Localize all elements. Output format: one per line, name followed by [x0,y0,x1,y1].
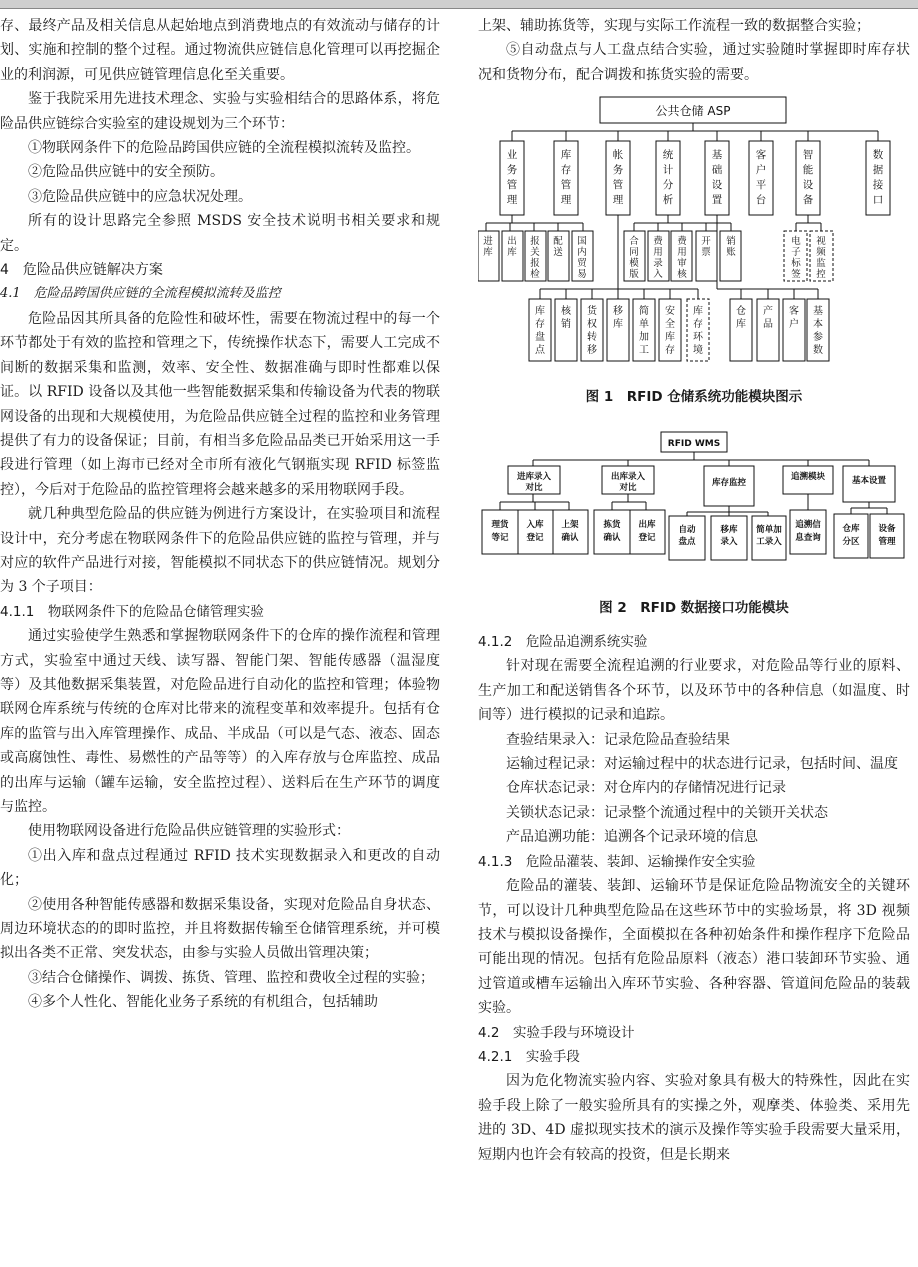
fig1-inv-label: 移库 [613,306,623,331]
fig2-out-label: 出库登记 [638,519,656,543]
fig1-inv-label: 安全库存 [665,306,675,357]
fig1-acct-label: 销账 [726,236,736,259]
list-item: ③结合仓储操作、调拨、拣货、管理、监控和费收全过程的实验； [28,969,434,986]
fig1-acct-label: 开票 [701,236,711,259]
fig1-biz-label: 国内贸易 [577,236,587,281]
fig1-base-label: 产品 [763,306,773,331]
list-item: 产品追溯功能：追溯各个记录环境的信息 [506,829,758,846]
right-column [478,14,910,1167]
fig2-group-label: 出库录入对比 [610,471,646,493]
list-item: 关锁状态记录：记录整个流通过程中的关锁开关状态 [506,804,828,821]
figure-2-caption: 图 2 RFID 数据接口功能模块 [599,599,789,616]
fig1-inv-label: 货权转移 [587,306,597,357]
subsection-heading: 4.1 危险品跨国供应链的全流程模拟流转及监控 [0,286,281,302]
fig2-stock-label: 自动盘点 [678,524,696,547]
fig1-module-label: 库存管理 [560,149,572,207]
fig2-stock-label: 移库录入 [720,524,738,547]
fig1-biz-label: 进库 [483,236,493,259]
subsubsection-heading: 4.2.1 实验手段 [478,1048,580,1065]
list-item: ④多个人性化、智能化业务子系统的有机组合，包括辅助 [28,994,378,1011]
fig2-group-label: 库存监控 [711,477,747,488]
paragraph: 就几种典型危险品的供应链为例进行方案设计，在实验项目和流程设计中，充分考虑在物联网条件下的危险品供应链的监控与管理，并与对应的软件产品进行对接，智能模拟不同状态下的供应链情况。规划分为 3 个子项目： [0,506,440,596]
list-item: 运输过程记录：对运输过程中的状态进行记录，包括时间、温度 [506,756,898,773]
subsubsection-heading: 4.1.3 危险品灌装、装卸、运输操作安全实验 [478,853,756,870]
paragraph: ⑤自动盘点与人工盘点结合实验，通过实验随时掌握即时库存状况和货物分布，配合调拨和拣货实验的需要。 [478,42,910,83]
fig2-basic-label: 仓库分区 [842,523,860,547]
fig2-in-label: 上架确认 [561,519,579,543]
fig1-inv-label: 核销 [561,306,571,331]
fig2-in-label: 理货等记 [491,519,509,543]
fig1-smart-label: 电子标签 [791,236,801,281]
fig1-base-label: 仓库 [736,306,746,331]
paragraph: 鉴于我院采用先进技术理念、实验与实验相结合的思路体系，将危险品供应链综合实验室的建设规划为三个环节： [0,91,440,132]
page-header-bar [0,0,918,9]
fig2-group-label: 基本设置 [851,475,887,486]
fig2-group-label: 进库录入对比 [516,471,552,493]
fig1-module-label: 智能设备 [802,149,814,207]
fig1-biz-label: 配送 [553,236,563,259]
list-item: ②使用各种智能传感器和数据采集设备，实现对危险品自身状态、周边环境状态的的即时监控，并且将数据传输至仓储管理系统，并可模拟出各类不正常、突发状态，由参与实验人员做出管理决策； [0,896,440,962]
left-column [0,14,440,1015]
fig1-acct-label: 费用审核 [677,236,687,281]
subsubsection-heading: 4.1.1 物联网条件下的危险品仓储管理实验 [0,603,264,620]
fig1-module-label: 业务管理 [506,149,518,207]
fig1-inv-label: 库存盘点 [535,306,545,357]
paragraph: 因为危化物流实验内容、实验对象具有极大的特殊性，因此在实验手段上除了一般实验所具有的实操之外，观摩类、体验类、采用先进的 3D、4D 虚拟现实技术的演示及操作等实验手段需要大量采用，短期内也许会有较高的投资，但是长期来 [478,1073,910,1163]
paragraph: 针对现在需要全流程追溯的行业要求，对危险品等行业的原料、生产加工和配送销售各个环节，以及环节中的各种信息（如温度、时间等）进行模拟的记录和追踪。 [478,658,910,724]
fig2-group-label: 追溯模块 [790,471,826,482]
paragraph: 危险品因其所具备的危险性和破坏性，需要在物流过程中的每一个环节都处于有效的监控和管理之下，传统操作状态下，需要人工完成不间断的数据采集和监测，效率、安全性、数据准确与即时性都难以保证。以 RFID 设备以及其他一些智能数据采集和传输设备为代表的物联网设备的出现和大规模使用，为危险品供应链全过程的监控和业务管理提供了有力的设备保证；目前，有相当多危险品品类已开始采用这一手段进行管理（如上海市已经对全市所有液化气钢瓶实现 RFID 标签监控），今后对于危险品的监控管理将会越来越多的采用物联网手段。 [0,310,440,498]
fig2-stock-label: 简单加工录入 [756,524,782,547]
figure-1-caption: 图 1 RFID 仓储系统功能模块图示 [585,389,803,406]
figure-1-diagram [478,93,910,383]
fig1-inv-label: 简单加工 [639,306,649,357]
list-item: ①物联网条件下的危险品跨国供应链的全流程模拟流转及监控。 [28,140,420,157]
list-item: 仓库状态记录：对仓库内的存储情况进行记录 [506,780,786,797]
list-item: 查验结果录入：记录危险品查验结果 [506,731,730,748]
figure-2-diagram [478,428,910,588]
section-heading: 4 危险品供应链解决方案 [0,262,163,279]
fig1-module-label: 客户平台 [755,149,767,207]
fig1-acct-label: 合同模版 [629,236,639,281]
list-item: ②危险品供应链中的安全预防。 [28,164,224,181]
fig1-module-label: 基础设置 [711,149,723,207]
paragraph: 所有的设计思路完全参照 MSDS 安全技术说明书相关要求和规定。 [0,213,440,254]
subsection-heading: 4.2 实验手段与环境设计 [478,1024,635,1041]
fig1-root-label: 公共仓储 ASP [655,104,731,119]
fig2-out-label: 拣货确认 [603,519,621,543]
fig1-biz-label: 报关报检 [530,236,540,281]
fig2-trace-label: 追溯信息查询 [795,519,821,543]
paragraph: 使用物联网设备进行危险品供应链管理的实验形式： [28,823,350,840]
subsubsection-heading: 4.1.2 危险品追溯系统实验 [478,634,648,651]
list-item: ①出入库和盘点过程通过 RFID 技术实现数据录入和更改的自动化； [0,847,440,889]
fig2-basic-label: 设备管理 [878,523,896,547]
fig1-module-label: 帐务管理 [612,149,624,207]
fig2-root-label: RFID WMS [667,438,721,449]
fig1-base-label: 基本参数 [813,306,823,357]
paragraph: 上架、辅助拣货等，实现与实际工作流程一致的数据整合实验； [478,18,870,34]
fig1-smart-label: 视频监控 [816,236,826,281]
fig1-module-label: 数据接口 [872,149,884,207]
fig2-in-label: 入库登记 [526,519,544,543]
fig1-acct-label: 费用录入 [653,236,663,281]
list-item: ③危险品供应链中的应急状况处理。 [28,188,252,205]
paragraph: 危险品的灌装、装卸、运输环节是保证危险品物流安全的关键环节，可以设计几种典型危险品在这些环节中的实验场景，将 3D 视频技术与模拟设备操作，全面模拟在各种初始条件和操作程序下危险品可能出现的情况。包括有危险品原料（液态）港口装卸环节实验、通过管道或槽车运输出入库环节实验、各种容器、管道间危险品的装载实验。 [478,878,910,1017]
paragraph: 存、最终产品及相关信息从起始地点到消费地点的有效流动与储存的计划、实施和控制的整个过程。通过物流供应链信息化管理可以再挖掘企业的利润源，可见供应链管理信息化至关重要。 [0,18,440,83]
fig1-inv-label: 库存环境 [693,306,703,357]
fig1-module-label: 统计分析 [662,149,674,207]
fig1-biz-label: 出库 [507,236,517,259]
paragraph: 通过实验使学生熟悉和掌握物联网条件下的仓库的操作流程和管理方式，实验室中通过天线、读写器、智能门架、智能传感器（温湿度等）及其他数据采集装置，对危险品进行自动化的监控和管理；体验物联网仓库系统与传统的仓库对比带来的流程变革和效率提升。包括有仓库的监管与出入库管理操作、成品、半成品（可以是气态、液态、固态或高腐蚀性、毒性、易燃性的产品等等）的入库存放与仓库监控、成品的出库与运输（罐车运输，安全监控过程）、送料后在生产环节的调度与监控。 [0,628,440,815]
fig1-base-label: 客户 [789,306,799,331]
